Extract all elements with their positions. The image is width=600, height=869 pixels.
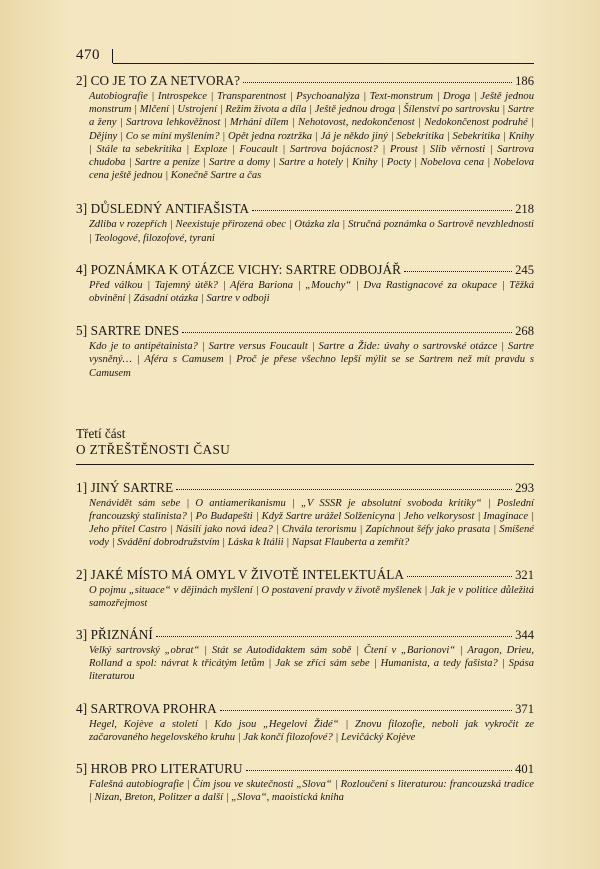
chapter-page: 268 [515, 324, 534, 339]
chapter-subtopics: Falešná autobiografie | Čím jsou ve skutečnosti „Slova“ | Rozloučení s literaturou: francouzská tradice | Nizan, Breton, Politzer a další | „Slova“, maoistická kniha [89, 779, 534, 804]
dot-leader [246, 758, 512, 771]
chapter-page: 186 [515, 74, 534, 88]
chapter-title: 3] PŘIZNÁNÍ [76, 627, 153, 643]
dot-leader [220, 698, 512, 711]
chapter-subtopics: Před válkou | Tajemný útěk? | Aféra Bariona | „Mouchy“ | Dva Rastignacové za okupace | Těžká obvinění | Zásadní otázka | Sartre v odboji [89, 279, 534, 305]
toc-entry [76, 322, 534, 380]
dot-leader [182, 320, 512, 333]
chapter-title: 1] JINÝ SARTRE [76, 479, 174, 495]
page-number: 470 [76, 47, 100, 63]
chapter-page: 344 [515, 628, 534, 643]
chapter-subtopics: Nenávidět sám sebe | O antiamerikanismu | „V SSSR je absolutní svoboda kritiky“ | Poslední francouzský stalinista? | Po Budapešti | Když Sartre urážel Solženicyna | Jeho velkorysost | Imaginace | Jeho přítel Castro | Násilí jako nová idea? | Chvála terorismu | Zapíchnout šéfy jako prasata | Smíšené vody | Svádění dobrodružstvím | Láska k Itálii | Napsat Flauberta a zemřít? [89, 497, 534, 549]
chapter-title: 5] HROB PRO LITERATURU [76, 761, 243, 777]
chapter-page: 218 [515, 202, 534, 217]
dot-leader [407, 564, 512, 577]
toc-entry [76, 700, 534, 744]
chapter-page: 371 [515, 701, 534, 716]
table-of-contents [76, 72, 534, 804]
dot-leader [252, 198, 512, 211]
chapter-subtopics: Hegel, Kojève a století | Kdo jsou „Hegelovi Židé“ | Znovu filozofie, neboli jak vykročit ze začarovaného hegelovského kruhu | Jak končí filozofové? | Levičácký Kojève [89, 718, 534, 743]
chapter-page: 293 [515, 480, 534, 495]
chapter-subtopics: Kdo je to antipétainista? | Sartre versus Foucault | Sartre a Žide: úvahy o sartrovské otázce | Sartre vysněný… | Aféra s Camusem | Proč je přese všechno lepší mýlit se se Sartrem než mít pravdu s Camusem [89, 341, 534, 379]
chapter-page: 245 [515, 262, 534, 277]
chapter-title: 4] SARTROVA PROHRA [76, 700, 217, 716]
part-label: Třetí část [76, 425, 126, 441]
header-divider [112, 49, 113, 63]
toc-entry [76, 479, 534, 550]
chapter-page: 321 [515, 567, 534, 582]
toc-entry [76, 72, 534, 182]
part-rule [76, 464, 534, 465]
part-title: O ZTŘEŠTĚNOSTI ČASU [76, 441, 231, 457]
chapter-title: 4] POZNÁMKA K OTÁZCE VICHY: SARTRE ODBOJÁŘ [76, 261, 402, 277]
page-header [76, 47, 534, 67]
dot-leader [243, 70, 512, 83]
chapter-subtopics: Zdliba v rozepřích | Neexistuje přirozená obec | Otázka zla | Stručná poznámka o Sartrově nevzhlednosti | Teologové, filozofové, tyrani [89, 219, 534, 244]
chapter-title: 3] DŮSLEDNÝ ANTIFAŠISTA [76, 201, 250, 217]
part-heading [76, 426, 534, 465]
dot-leader [404, 259, 512, 272]
toc-entry [76, 760, 534, 804]
chapter-title: 2] CO JE TO ZA NETVORA? [76, 73, 241, 88]
chapter-subtopics: Velký sartrovský „obrat“ | Stát se Autodidaktem sám sobě | Čtení v „Barionovi“ | Aragon, Drieu, Rolland a spol: návrat k třicátým letům | Jak se zříci sám sebe | Humanista, a tedy fašista? | Spása literaturou [89, 645, 534, 683]
chapter-title: 5] SARTRE DNES [76, 323, 180, 339]
dot-leader [176, 477, 512, 490]
toc-entry [76, 200, 534, 244]
toc-entry [76, 566, 534, 610]
chapter-subtopics: O pojmu „situace“ v dějinách myšlení | O postavení pravdy v životě myšlenek | Jak je v politice důležitá samozřejmost [89, 584, 534, 609]
chapter-page: 401 [515, 762, 534, 777]
chapter-title: 2] JAKÉ MÍSTO MÁ OMYL V ŽIVOTĚ INTELEKTUÁLA [76, 566, 404, 582]
chapter-subtopics: Autobiografie | Introspekce | Transparentnost | Psychoanalýza | Text-monstrum | Droga | Ještě jednou monstrum | Mlčení | Ustrojení | Režim života a díla | Ještě jednou droga | Šílenství po sartrovsku | Sartre a ženy | Sartrova lehkověžnost | Mrhání dílem | Nehotovost, nedokončenost | Nedokončenost podruhé | Dějiny | Co se míní myšlením? | Opět jedna roztržka | Já je někdo jiný | Sebekritika | Sebekritika | Knihy | Stále ta sebekritika | Exploze | Foucault | Sartrova bojácnost? | Proust | Slib věrnosti | Sartrova chudoba | Sartre a peníze | Sartre a domy | Sartre a hotely | Knihy | Pocty | Nobelova cena | Nobelova cena ještě jednou | Konečně Sartre a čas [89, 91, 534, 182]
toc-entry [76, 261, 534, 305]
header-rule [113, 63, 534, 64]
dot-leader [156, 624, 512, 637]
toc-entry [76, 626, 534, 684]
